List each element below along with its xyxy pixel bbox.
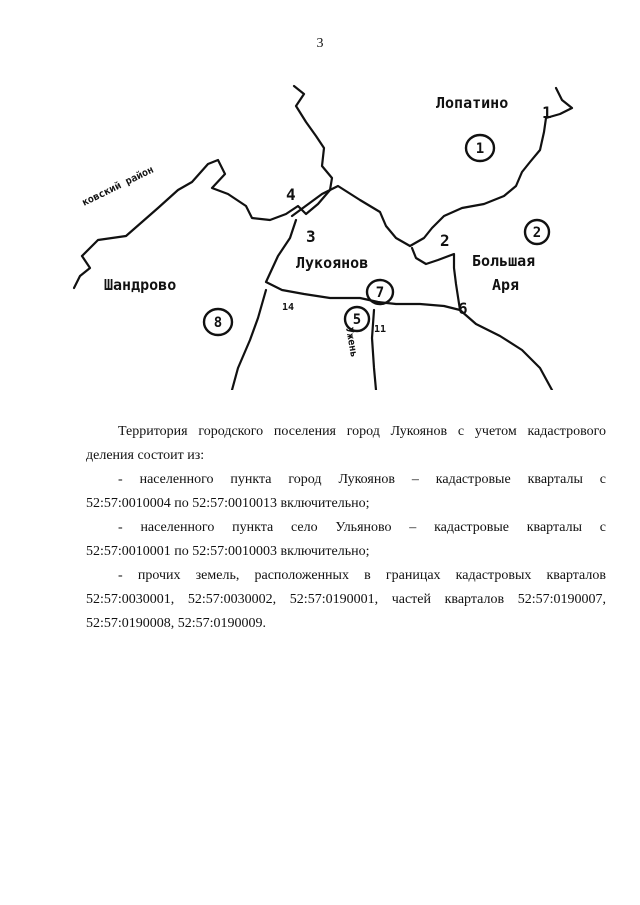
boundary-line-north [82,160,330,256]
list-item-2-line-2: 52:57:0010001 по 52:57:0010003 включительно; [86,544,370,559]
list-item-1-line-2: 52:57:0010004 по 52:57:0010013 включительно; [86,496,370,511]
place-label-bolshaya: Большая [472,252,536,270]
district-label: ковский район [80,164,156,209]
list-item-2-line-1: - населенного пункта село Ульяново – кадастровые кварталы с [118,520,606,535]
boundary-line-center [294,86,332,190]
place-label-arya: Аря [492,276,520,294]
place-label-lukoyanov: Лукоянов [296,254,369,272]
boundary-number-11: 11 [374,324,387,335]
circle-number-7: 7 [375,285,385,301]
circle-number-1: 1 [475,141,485,157]
boundary-number-3: 3 [306,227,316,246]
boundary-number-14: 14 [282,302,295,313]
intro-line-1: Территория городского поселения город Лукоянов с учетом кадастрового [118,424,606,439]
boundary-number-4: 4 [286,185,296,204]
intro-line-2: деления состоит из: [86,448,205,463]
circle-number-5: 5 [352,312,362,328]
boundary-line-south [372,310,376,390]
document-body [86,420,606,636]
list-item-3-line-3: 52:57:0190008, 52:57:0190009. [86,616,267,631]
boundary-marker-1: 1 [542,103,552,122]
list-item-3-line-1: - прочих земель, расположенных в границах кадастровых кварталов [118,568,606,583]
list-item-1-line-1: - населенного пункта город Лукоянов – кадастровые кварталы с [118,472,606,487]
boundary-line-south-west [232,290,266,390]
boundary-line-west [74,256,90,288]
boundary-number-2: 2 [440,231,450,250]
place-label-shandrovo: Шандрово [104,276,177,294]
boundary-number-6: 6 [458,299,468,318]
place-label-lopatino: Лопатино [436,94,509,112]
river-label-uzhen: Ужень [343,326,360,359]
cadastral-map [60,78,600,390]
page-number: 3 [316,36,324,51]
list-item-3-line-2: 52:57:0030001, 52:57:0030002, 52:57:0190001, частей кварталов 52:57:0190007, [86,592,606,607]
circle-number-8: 8 [213,315,223,331]
circle-number-2: 2 [532,225,542,241]
